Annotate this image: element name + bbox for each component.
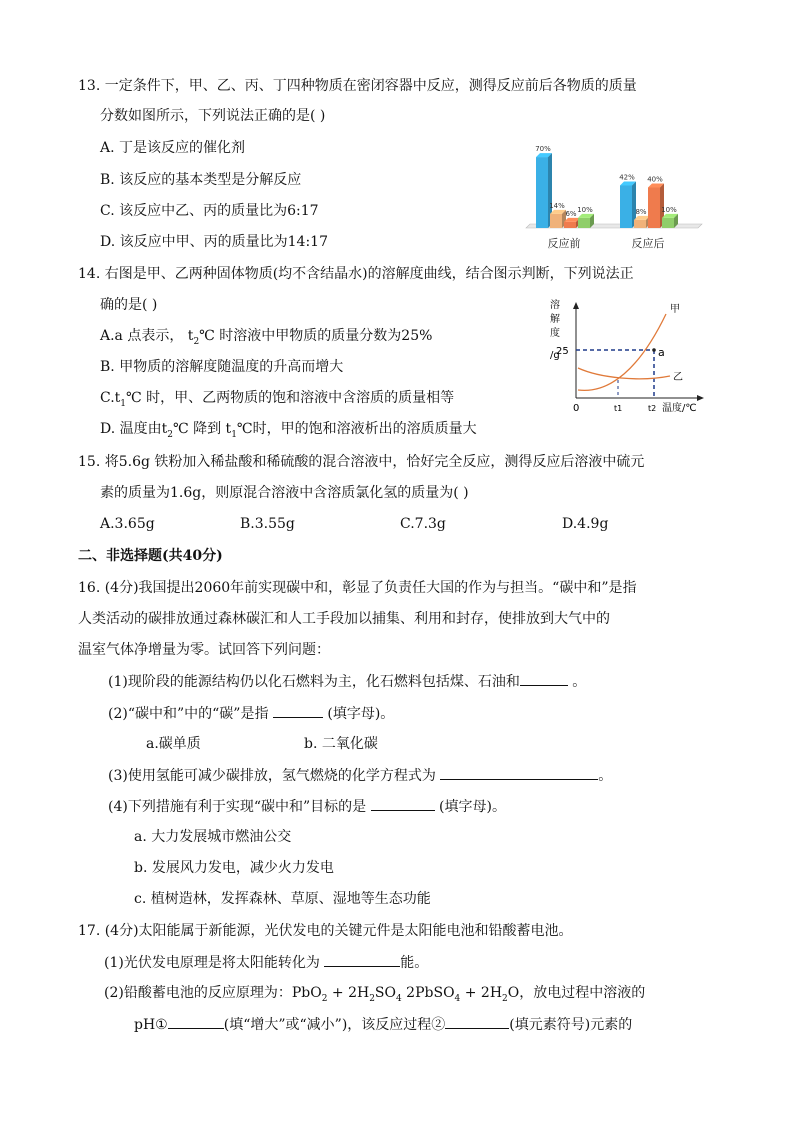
bar-1-3 [662,218,674,228]
q16-part4-blank[interactable] [371,796,435,811]
q13-option-c: C. 该反应中乙、丙的质量比为6:17 [100,203,319,219]
graph-ytick-25: 25 [556,346,569,357]
bar-label-0-1: 14% [549,201,565,210]
graph-label-yi: 乙 [673,372,683,383]
bar-label-1-1: 8% [635,207,647,216]
q14-option-c-sub: 1 [120,398,127,409]
q16-part3-blank[interactable] [440,765,598,780]
q13-bar-chart [516,140,706,252]
q17-stem-line1: 17. (4分)太阳能属于新能源，光伏发电的关键元件是太阳能电池和铅酸蓄电池。 [78,923,573,939]
q13-stem-line2: 分数如图所示，下列说法正确的是( ) [100,108,326,124]
q14-option-a-text2: ℃ 时溶液中甲物质的质量分数为25% [199,328,433,344]
chart-category-0: 反应前 [547,237,581,250]
q17-part2-t2: SO [374,985,396,1001]
graph-ylabel-3: 度 [550,328,560,339]
q17-part2-t4: + 2H [460,985,503,1001]
q17-part2-s5: 2 [502,993,508,1004]
q17-part2-blank2[interactable] [445,1014,509,1029]
q16-part2-text: (2)“碳中和”中的“碳”是指 [108,706,273,722]
q17-part1 [104,952,428,973]
graph-ylabel-4: /g [550,350,560,361]
bar-1-2 [648,187,660,228]
graph-point-a [652,348,656,352]
chart-category-1: 反应后 [631,237,665,250]
q16-part1-blank[interactable] [520,671,568,686]
q17-part2-t0: (2)铅酸蓄电池的反应原理为：PbO [104,985,322,1001]
q15-option-d: D.4.9g [562,516,609,532]
graph-label-jia: 甲 [670,304,680,315]
bar-0-0 [536,157,548,228]
q17-part2-line2 [134,1014,632,1035]
q15-option-c: C.7.3g [400,516,446,532]
q14-option-d-text1: D. 温度由t [100,421,168,437]
q17-part2-t3: 2PbSO [401,985,455,1001]
q14-option-c-text2: ℃ 时，甲、乙两物质的饱和溶液中含溶质的质量相等 [126,390,455,406]
q15-stem-line2: 素的质量为1.6g，则原混合溶液中含溶质氯化氢的质量为( ) [100,485,469,501]
q17-part2-s4: 4 [454,993,461,1004]
q14-option-a [100,326,432,352]
q16-part4-option-b: b. 发展风力发电，减少火力发电 [134,860,334,876]
q16-part2-option-a: a.碳单质 [146,736,201,752]
q16-part3-text: (3)使用氢能可减少碳排放，氢气燃烧的化学方程式为 [108,768,441,784]
q17-part2 [104,983,645,1009]
q17-part2b-text2: (填“增大”或“减小”)，该反应过程② [223,1017,446,1033]
graph-xtick-t1: t1 [614,404,623,413]
section2-title: 二、非选择题(共40分) [78,548,223,564]
q15-stem-line1: 15. 将5.6g 铁粉加入稀盐酸和稀硫酸的混合溶液中，恰好完全反应，测得反应后溶液中硫元 [78,454,645,470]
q16-part4-option-a: a. 大力发展城市燃油公交 [134,829,292,845]
q17-part1-blank[interactable] [324,952,400,967]
q14-option-c-text1: C.t [100,390,121,406]
q14-option-c [100,388,454,414]
q17-part1-text: (1)光伏发电原理是将太阳能转化为 [104,955,325,971]
q16-part3 [108,765,612,786]
q13-stem-line1: 13. 一定条件下，甲、乙、丙、丁四种物质在密闭容器中反应，测得反应前后各物质的质量 [78,78,637,94]
q16-part2 [108,703,394,724]
q17-part2b-text1: pH① [134,1017,168,1033]
q14-option-d-text3: ℃时，甲的饱和溶液析出的溶质质量大 [236,421,477,437]
q16-part1-text: (1)现阶段的能源结构仍以化石燃料为主，化石燃料包括煤、石油和 [108,674,520,690]
q15-option-b: B.3.55g [240,516,295,532]
graph-label-a: a [658,346,665,359]
bar-1-1 [634,220,646,228]
bar-label-1-3: 10% [661,205,677,214]
q17-part2b-text3: (填元素符号)元素的 [509,1017,633,1033]
q15-option-a: A.3.65g [100,516,155,532]
q16-stem-line1: 16. (4分)我国提出2060年前实现碳中和，彰显了负责任大国的作为与担当。“碳中和”是指 [78,580,637,596]
q16-part4 [108,796,506,817]
graph-ylabel-1: 溶 [550,300,560,311]
graph-y-arrow [573,302,579,309]
q17-part2-s3: 4 [396,993,402,1004]
graph-ylabel-2: 解 [550,314,560,325]
q16-part2-blank[interactable] [273,703,323,718]
q16-part4-end: (填字母)。 [434,799,506,815]
q14-option-d-text2: ℃ 降到 t [173,421,232,437]
bar-0-2 [564,222,576,228]
q13-option-d: D. 该反应中甲、丙的质量比为14:17 [100,234,328,250]
q14-option-a-text1: A.a 点表示， t [100,328,194,344]
q14-option-b: B. 甲物质的溶解度随温度的升高而增大 [100,359,344,375]
q13-option-a: A. 丁是该反应的催化剂 [100,140,246,156]
bar-label-0-0: 70% [535,145,551,154]
q16-stem-line3: 温室气体净增量为零。试回答下列问题： [78,642,330,658]
graph-xlabel: 温度/℃ [662,403,697,414]
q16-stem-line2: 人类活动的碳排放通过森林碳汇和人工手段加以捕集、利用和封存，使排放到大气中的 [78,611,610,627]
graph-xtick-t2: t2 [648,404,657,413]
q16-part3-end: 。 [598,768,613,784]
q13-option-b: B. 该反应的基本类型是分解反应 [100,172,302,188]
q16-part2-option-b: b. 二氧化碳 [304,736,378,752]
graph-origin: 0 [573,403,580,414]
bar-label-0-3: 10% [577,205,593,214]
q16-part4-text: (4)下列措施有利于实现“碳中和”目标的是 [108,799,371,815]
q14-stem-line2: 确的是( ) [100,297,158,313]
q17-part2-s2: 2 [369,993,375,1004]
q14-option-d [100,419,477,445]
q14-option-d-sub2: 1 [231,429,237,440]
bar-0-1 [550,214,562,228]
q14-option-a-sub: 2 [193,336,200,347]
q17-part2-t1: + 2H [327,985,370,1001]
q16-part2-end: (填字母)。 [322,706,395,722]
q17-part1-end: 能。 [400,955,429,971]
q14-solubility-graph [540,298,710,418]
q16-part4-option-c: c. 植树造林，发挥森林、草原、湿地等生态功能 [134,891,431,907]
q17-part2-s1: 2 [321,993,328,1004]
q17-part2-blank1[interactable] [168,1014,224,1029]
q14-option-d-sub1: 2 [167,429,173,440]
q16-part1-end: 。 [567,674,587,690]
q17-part2-t5: O，放电过程中溶液的 [507,985,646,1001]
q14-stem-line1: 14. 右图是甲、乙两种固体物质(均不含结晶水)的溶解度曲线，结合图示判断，下列说法正 [78,266,634,282]
bar-1-0 [620,185,632,228]
q16-part1 [108,671,586,692]
bar-label-1-0: 42% [619,173,635,182]
bar-label-1-2: 40% [647,175,663,184]
graph-x-arrow [697,395,704,401]
bar-label-0-2: 6% [565,209,577,218]
bar-0-3 [578,218,590,228]
